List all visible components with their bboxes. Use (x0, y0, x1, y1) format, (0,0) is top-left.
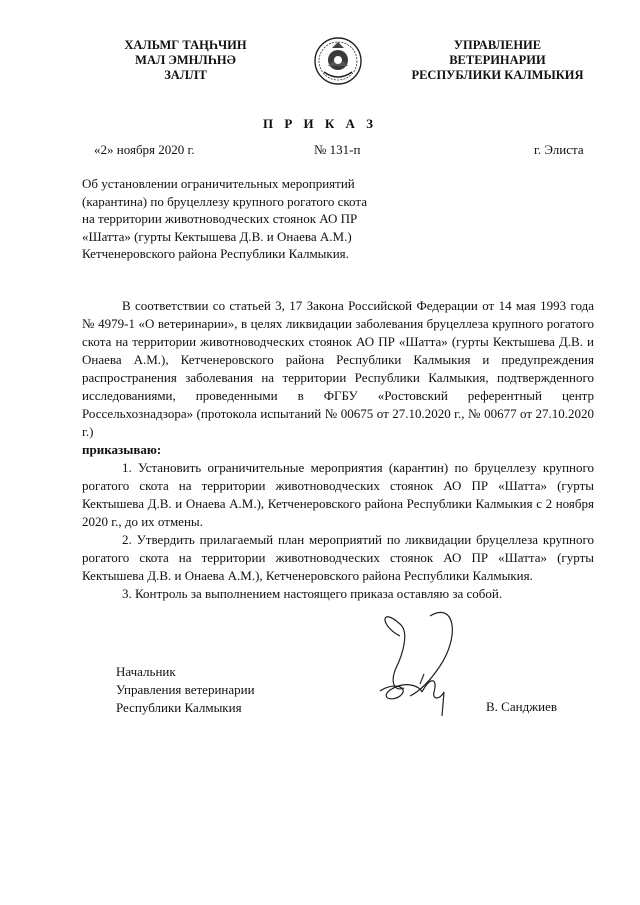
preamble-paragraph: В соответствии со статьей 3, 17 Закона Российской Федерации от 14 мая 1993 года № 4979-1 «О ветеринарии», в целях ликвидации заболевания бруцеллеза крупного рогатого скота на территории животноводческих стоянок АО ПР «Шатта» (гурты Кектышева Д.В. и Онаева А.М.), Кетченеровского района Республики Калмыкия и предупреждения распространения заболевания на территории Республики Калмыкия, подтвержденного исследованиями, проведенными в ФГБУ «Ростовский референтный центр Россельхознадзора» (протокола испытаний № 00675 от 27.10.2020 г., № 00677 от 27.10.2020 г.) (82, 298, 594, 439)
order-number: № 131-п (314, 142, 361, 157)
header-right-line-2: ВЕТЕРИНАРИИ (449, 53, 546, 67)
subject-line: Об установлении ограничительных мероприятий (82, 176, 355, 191)
signatory-line: Республики Калмыкия (116, 700, 242, 715)
document-title: П Р И К А З (262, 116, 378, 131)
order-item-2: 2. Утвердить прилагаемый план мероприятий по ликвидации бруцеллеза крупного рогатого скота на территории животноводческих стоянок АО ПР «Шатта» (гурты Кектышева Д.В. и Онаева А.М.), Кетченеровского района Республики Калмыкия. (82, 532, 594, 583)
order-item-3: 3. Контроль за выполнением настоящего приказа оставляю за собой. (122, 586, 503, 601)
header-left-line-1: ХАЛЬМГ ТАҢҺЧИН (124, 38, 247, 52)
order-subject (82, 175, 442, 263)
handwritten-signature (360, 596, 478, 726)
subject-line: (карантина) по бруцеллезу крупного рогатого скота (82, 193, 367, 209)
header-left-line-3: ЗАЛЛТ (164, 68, 207, 82)
order-word: приказываю: (82, 442, 162, 457)
order-city: г. Элиста (534, 142, 584, 157)
signatory-line: Управления ветеринарии (116, 682, 255, 697)
subject-line: Кетченеровского района Республики Калмыкия. (82, 246, 349, 261)
header-right-russian (395, 38, 600, 83)
header-left-kalmyk (98, 38, 273, 83)
header-right-line-1: УПРАВЛЕНИЕ (453, 38, 542, 52)
kalmykia-coat-of-arms-icon (312, 34, 364, 86)
order-item-1: 1. Установить ограничительные мероприятия (карантин) по бруцеллезу крупного рогатого скота на территории животноводческих стоянок АО ПР «Шатта» (гурты Кектышева Д.В. и Онаева А.М.), Кетченеровского района Республики Калмыкия с 2 ноября 2020 г., до их отмены. (82, 460, 594, 529)
header-right-line-3: РЕСПУБЛИКИ КАЛМЫКИЯ (411, 68, 584, 82)
header-left-line-2: МАЛ ЭМНЛҺНӘ (135, 53, 236, 67)
order-body (82, 297, 594, 603)
order-date: «2» ноября 2020 г. (94, 142, 195, 157)
subject-line: на территории животноводческих стоянок АО ПР (82, 211, 358, 226)
signatory-name: В. Санджиев (486, 699, 558, 714)
signatory-position (116, 663, 255, 717)
subject-line: «Шатта» (гурты Кектышева Д.В. и Онаева А.М.) (82, 228, 352, 244)
signatory-line: Начальник (116, 664, 176, 679)
